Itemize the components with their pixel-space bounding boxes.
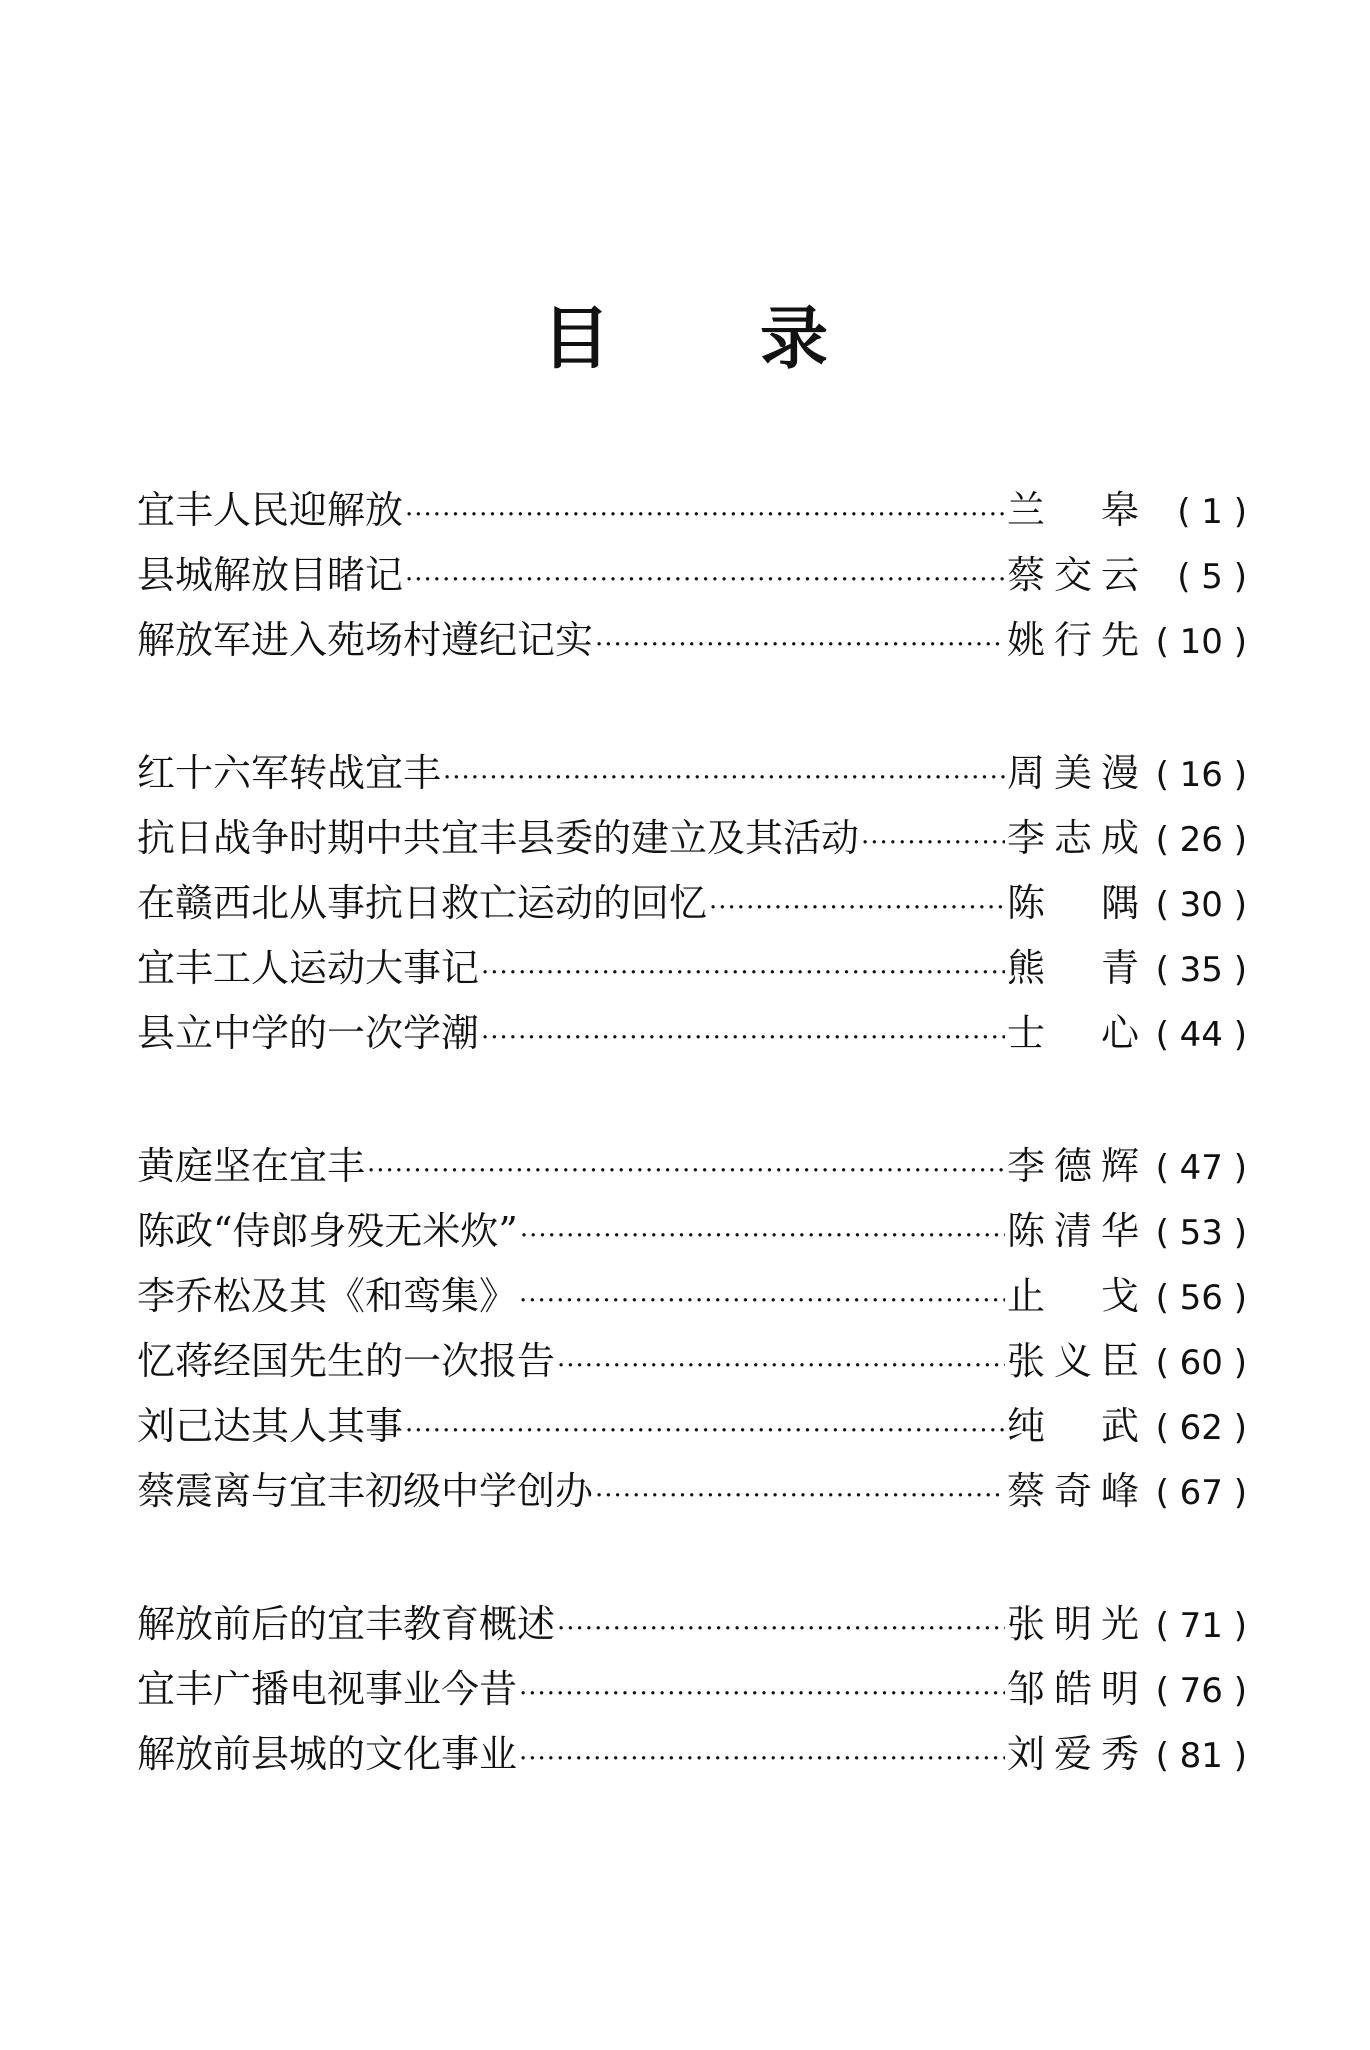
entry-author: 姚行先: [1007, 618, 1139, 662]
entry-page: ( 10 ): [1155, 622, 1247, 662]
entry-page: ( 67 ): [1155, 1473, 1247, 1513]
dot-leader: [443, 746, 1005, 811]
entry-title: 县立中学的一次学潮: [137, 1011, 480, 1055]
entry-page: ( 53 ): [1155, 1213, 1247, 1253]
dot-leader: [405, 1399, 1005, 1464]
entry-page: ( 56 ): [1155, 1278, 1247, 1318]
dot-leader: [520, 1204, 1005, 1269]
entry-title: 解放前县城的文化事业: [137, 1732, 518, 1776]
entry-page: ( 60 ): [1155, 1343, 1247, 1383]
entry-title: 李乔松及其《和鸾集》: [137, 1274, 518, 1318]
entry-title: 宜丰广播电视事业今昔: [137, 1667, 518, 1711]
dot-leader: [861, 811, 1005, 876]
dot-leader: [557, 1597, 1005, 1662]
title-char-2: 录: [760, 299, 829, 379]
entry-author: 纯 武: [1007, 1404, 1139, 1448]
entry-author: 李志成: [1007, 816, 1139, 860]
dot-leader: [405, 483, 1005, 548]
entry-page: ( 71 ): [1155, 1606, 1247, 1646]
entry-author: 张明光: [1007, 1602, 1139, 1646]
entry-title: 黄庭坚在宜丰: [137, 1144, 366, 1188]
dot-leader: [519, 1269, 1005, 1334]
toc-entry[interactable]: [137, 478, 1247, 543]
dot-leader: [709, 876, 1005, 941]
dot-leader: [481, 1006, 1005, 1071]
dot-leader: [481, 941, 1005, 1006]
toc-entry[interactable]: [137, 871, 1247, 936]
toc-entry[interactable]: [137, 1329, 1247, 1394]
entry-author: 刘爱秀: [1007, 1732, 1139, 1776]
entry-page: ( 30 ): [1155, 885, 1247, 925]
entry-author: 陈清华: [1007, 1209, 1139, 1253]
entry-title: 蔡震离与宜丰初级中学创办: [137, 1469, 594, 1513]
toc-entry[interactable]: [137, 1134, 1247, 1199]
toc-entry[interactable]: [137, 1001, 1247, 1066]
toc-entry[interactable]: [137, 1657, 1247, 1722]
toc-list: [137, 478, 1247, 1855]
entry-author: 蔡交云: [1007, 553, 1139, 597]
toc-group-2: [137, 741, 1247, 1066]
toc-group-3: [137, 1134, 1247, 1524]
toc-group-4: [137, 1592, 1247, 1787]
toc-entry[interactable]: [137, 1459, 1247, 1524]
toc-entry[interactable]: [137, 741, 1247, 806]
entry-page: ( 26 ): [1155, 820, 1247, 860]
entry-page: ( 44 ): [1155, 1015, 1247, 1055]
entry-author: 兰 皋: [1007, 488, 1139, 532]
entry-author: 陈 隅: [1007, 881, 1139, 925]
dot-leader: [557, 1334, 1005, 1399]
toc-entry[interactable]: [137, 608, 1247, 673]
toc-entry[interactable]: [137, 1722, 1247, 1787]
dot-leader: [519, 1662, 1005, 1727]
entry-page: ( 16 ): [1155, 755, 1247, 795]
entry-title: 县城解放目睹记: [137, 553, 404, 597]
entry-author: 熊 青: [1007, 946, 1139, 990]
entry-title: 宜丰人民迎解放: [137, 488, 404, 532]
title-char-1: 目: [541, 299, 610, 379]
entry-title: 解放军进入苑场村遵纪记实: [137, 618, 594, 662]
dot-leader: [595, 1464, 1005, 1529]
entry-page: ( 35 ): [1155, 950, 1247, 990]
entry-author: 士 心: [1007, 1011, 1139, 1055]
entry-title: 宜丰工人运动大事记: [137, 946, 480, 990]
toc-entry[interactable]: [137, 806, 1247, 871]
entry-title: 在赣西北从事抗日救亡运动的回忆: [137, 881, 708, 925]
entry-author: 蔡奇峰: [1007, 1469, 1139, 1513]
entry-page: ( 62 ): [1155, 1408, 1247, 1448]
toc-entry[interactable]: [137, 1394, 1247, 1459]
toc-entry[interactable]: [137, 1592, 1247, 1657]
entry-title: 陈政“侍郎身殁无米炊”: [137, 1209, 518, 1253]
dot-leader: [405, 548, 1005, 613]
entry-author: 李德辉: [1007, 1144, 1139, 1188]
dot-leader: [595, 613, 1005, 678]
entry-title: 忆蒋经国先生的一次报告: [137, 1339, 556, 1383]
entry-page: ( 81 ): [1155, 1736, 1247, 1776]
entry-author: 邹皓明: [1007, 1667, 1139, 1711]
toc-entry[interactable]: [137, 936, 1247, 1001]
page-title: [0, 285, 1370, 382]
entry-title: 解放前后的宜丰教育概述: [137, 1602, 556, 1646]
toc-entry[interactable]: [137, 1199, 1247, 1264]
entry-author: 止 戈: [1007, 1274, 1139, 1318]
entry-title: 抗日战争时期中共宜丰县委的建立及其活动: [137, 816, 860, 860]
dot-leader: [367, 1139, 1005, 1204]
toc-entry[interactable]: [137, 1264, 1247, 1329]
entry-page: ( 47 ): [1155, 1148, 1247, 1188]
toc-group-1: [137, 478, 1247, 673]
entry-page: ( 5 ): [1177, 557, 1247, 597]
dot-leader: [519, 1727, 1005, 1792]
entry-page: ( 1 ): [1177, 492, 1247, 532]
entry-title: 刘己达其人其事: [137, 1404, 404, 1448]
entry-author: 张义臣: [1007, 1339, 1139, 1383]
toc-entry[interactable]: [137, 543, 1247, 608]
entry-title: 红十六军转战宜丰: [137, 751, 442, 795]
entry-page: ( 76 ): [1155, 1671, 1247, 1711]
entry-author: 周美漫: [1007, 751, 1139, 795]
